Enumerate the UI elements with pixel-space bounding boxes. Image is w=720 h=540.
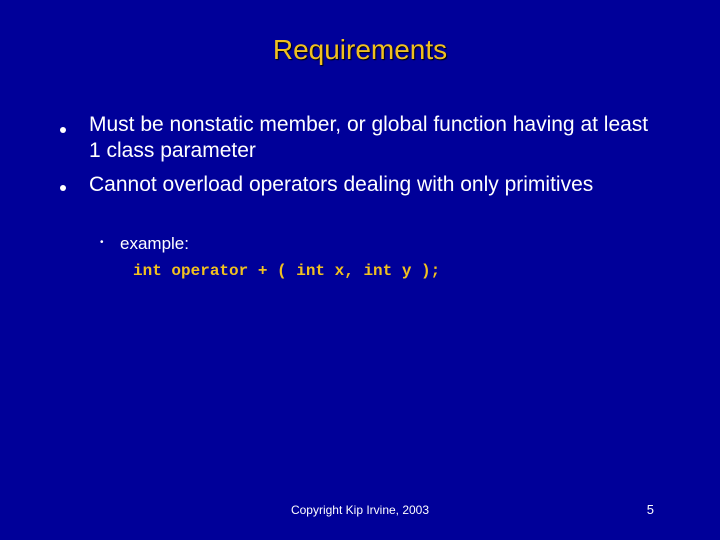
bullet-dot-icon <box>60 127 66 133</box>
bullet-text: Must be nonstatic member, or global function having at least 1 class parameter <box>89 113 649 162</box>
sub-bullet-text: example: <box>120 234 189 253</box>
slide-title: Requirements <box>272 34 448 65</box>
bullet-dot-icon <box>60 185 66 191</box>
code-example: int operator + ( int x, int y ); <box>133 262 441 280</box>
bullet-text: Cannot overload operators dealing with only primitives <box>89 173 594 196</box>
sub-bullet-dot-icon: • <box>100 237 104 248</box>
page-number: 5 <box>646 502 654 517</box>
copyright-footer: Copyright Kip Irvine, 2003 <box>290 503 430 517</box>
